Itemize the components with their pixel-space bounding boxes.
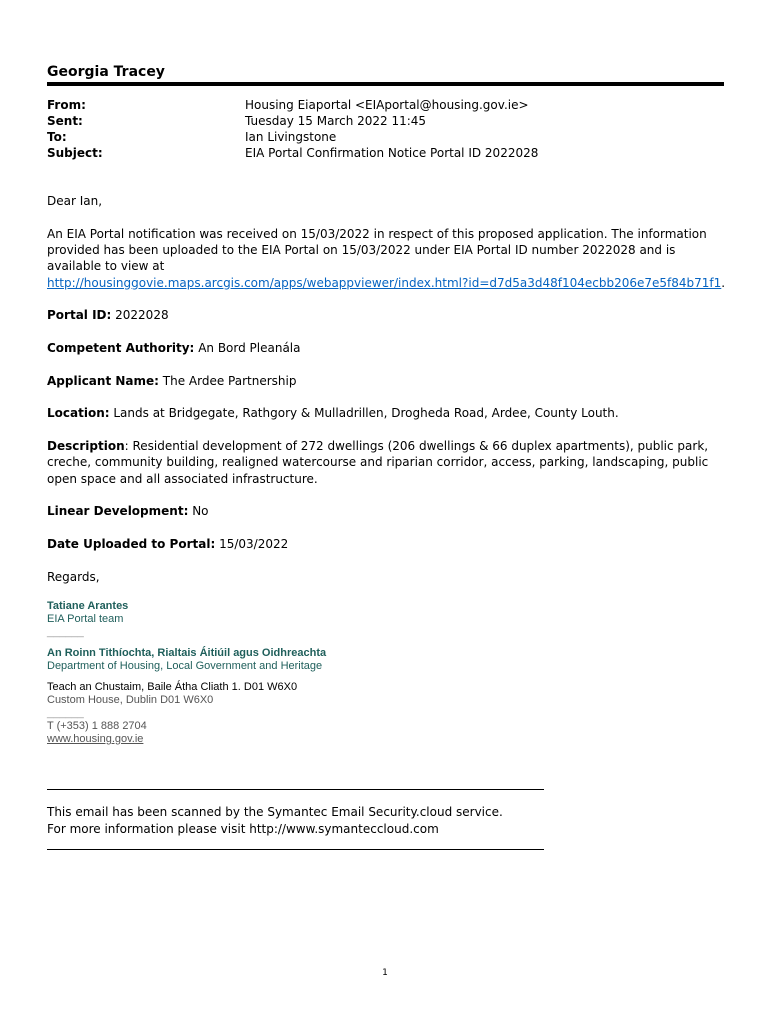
to-value: Ian Livingstone — [245, 130, 337, 144]
email-body — [47, 193, 727, 601]
applicant-line — [47, 373, 727, 389]
to-label: To: — [47, 130, 67, 144]
location-label: Location: — [47, 406, 110, 421]
greeting: Dear Ian, — [47, 194, 103, 208]
page-header — [47, 63, 724, 86]
signature-dept-irish: An Roinn Tithíochta, Rialtais Áitiúil agus Oidhreachta — [47, 647, 327, 659]
location-line — [47, 405, 727, 421]
date-line — [47, 536, 727, 552]
location-value: Lands at Bridgegate, Rathgory & Mulladrillen, Drogheda Road, Ardee, County Louth. — [113, 406, 619, 421]
subject-value: EIA Portal Confirmation Notice Portal ID 2022028 — [245, 146, 539, 160]
authority-label: Competent Authority: — [47, 340, 195, 355]
sender-name-heading: Georgia Tracey — [47, 64, 165, 80]
portal-id-line — [47, 307, 727, 323]
from-label: From: — [47, 98, 86, 112]
applicant-value: The Ardee Partnership — [162, 373, 297, 388]
meta-to-row — [47, 129, 538, 145]
signature-address-irish: Teach an Chustaim, Baile Átha Cliath 1. D01 W6X0 — [47, 681, 298, 693]
description-value: : Residential development of 272 dwellings (206 dwellings & 66 duplex apartments), public park, creche, community building, realigned watercourse and riparian corridor, access, parking, landscaping, public open space and all associated infrastructure. — [47, 439, 709, 486]
page-number: 1 — [382, 968, 388, 978]
sent-label: Sent: — [47, 114, 83, 128]
signature-team: EIA Portal team — [47, 613, 124, 625]
subject-label: Subject: — [47, 146, 103, 160]
intro-text: An EIA Portal notification was received on 15/03/2022 in respect of this proposed application. The information provided has been uploaded to the EIA Portal on 15/03/2022 under EIA Portal ID number 2022028 and is available to view at — [47, 226, 707, 274]
signature-rule: ______ — [47, 626, 84, 638]
description-line — [47, 438, 727, 487]
description-label: Description — [47, 439, 125, 454]
authority-line — [47, 340, 727, 356]
regards: Regards, — [47, 569, 100, 584]
sent-value: Tuesday 15 March 2022 11:45 — [245, 114, 427, 128]
meta-sent-row — [47, 113, 538, 129]
portal-id-label: Portal ID: — [47, 308, 112, 323]
email-meta — [47, 97, 538, 161]
signature-name: Tatiane Arantes — [47, 600, 129, 612]
signature-dept-english: Department of Housing, Local Government and Heritage — [47, 660, 323, 672]
signature-address-english: Custom House, Dublin D01 W6X0 — [47, 694, 214, 706]
from-value: Housing Eiaportal <EIAportal@housing.gov.ie> — [245, 98, 529, 112]
signature-phone: T (+353) 1 888 2704 — [47, 720, 147, 732]
date-value: 15/03/2022 — [219, 536, 289, 551]
applicant-label: Applicant Name: — [47, 373, 159, 388]
meta-from-row — [47, 97, 538, 113]
portal-link[interactable]: http://housinggovie.maps.arcgis.com/apps/webappviewer/index.html?id=d7d5a3d48f104ecbb206e7e5f84b71f1 — [47, 275, 722, 290]
signature-website-link[interactable]: www.housing.gov.ie — [47, 733, 144, 745]
linear-line — [47, 503, 727, 519]
linear-label: Linear Development: — [47, 504, 189, 519]
footer-info-line: For more information please visit http://www.symanteccloud.com — [47, 821, 439, 836]
date-label: Date Uploaded to Portal: — [47, 536, 216, 551]
intro-paragraph — [47, 226, 727, 291]
link-suffix: . — [721, 275, 726, 290]
authority-value: An Bord Pleanála — [198, 340, 301, 355]
footer-scan-line: This email has been scanned by the Symantec Email Security.cloud service. — [47, 805, 503, 819]
email-footer — [47, 789, 544, 850]
portal-id-value: 2022028 — [115, 308, 169, 323]
signature-rule-2: ______ — [47, 707, 84, 719]
meta-subject-row — [47, 145, 538, 161]
footer-divider-top — [47, 789, 544, 790]
footer-divider-bottom — [47, 849, 544, 850]
linear-value: No — [192, 504, 209, 519]
email-signature — [47, 600, 326, 746]
